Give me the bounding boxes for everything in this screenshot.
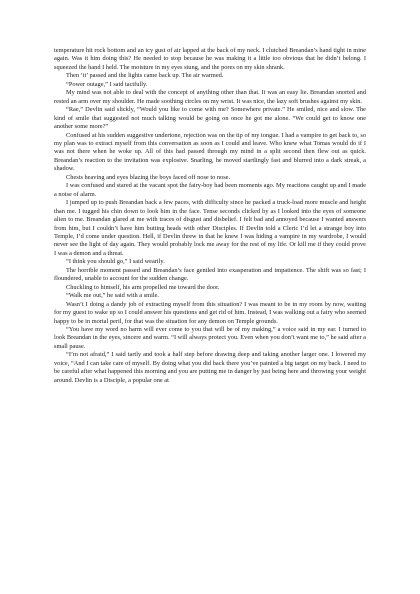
body-text bbox=[54, 47, 366, 385]
document-page bbox=[54, 47, 366, 385]
paragraph: Chests heaving and eyes blazing the boys faced off nose to nose. bbox=[66, 173, 231, 181]
paragraph: “I’m not afraid,” I said tartly and took a half step before drawing deep and taking another larger one. I lowered my voice, “And I can take care of myself. By doing what you did back there you’ve painted a big target on my back. I need to be careful after what happened this morning and you are putting me in danger by just being here and throwing your weight around. Devlin is a Disciple, a popular one at bbox=[54, 351, 366, 384]
paragraph: I jumped up to push Breandan back a few paces, with difficulty since he packed a truck-load more muscle and height than me. I tugged his chin down to look him in the face. Tense seconds clicked by as I looked into the eyes of someone alien to me. Breandan glared at me with traces of disgust and disbelief. I felt bad and annoyed because I wanted answers from him, but I couldn’t have him butting heads with other Disciples. If Devlin told a Cleric I’d let a strange boy into Temple, I’d come under question. Hell, if Devlin threw in that he knew I was hiding a vampire in my wardrobe, I would never see the light of day again. They would probably lock me away for the rest of my life. Or kill me if they could prove I was a demon and a threat. bbox=[54, 199, 366, 257]
paragraph: “Walk me out,” he said with a smile. bbox=[66, 292, 160, 300]
paragraph: “You have my word no harm will ever come to you that will be of my making,” a voice said in my ear. I turned to look Breandan in the eyes, sincere and warm. “I will always protect you. Even when you don’t want me to,” he said after a small pause. bbox=[54, 325, 366, 350]
paragraph: My mind was not able to deal with the concept of anything other than that. It was an easy lie. Breandan snorted and rested an arm over my shoulder. He made soothing circles on my wrist. It was nice, the lazy soft brushes against my skin. bbox=[54, 89, 366, 105]
paragraph: I was confused and stared at the vacant spot the fairy-boy had been moments ago. My reactions caught up and I made a noise of alarm. bbox=[54, 182, 366, 198]
paragraph: Then ‘it’ passed and the lights came back up. The air warmed. bbox=[66, 72, 224, 80]
paragraph: Wasn’t I doing a dandy job of extracting myself from this situation? I was meant to be in my room by now, waiting for my guest to wake up so I could answer his questions and get rid of him. Instead, I was walking out a fairy who seemed happy to be in mortal peril, for that was the situation for any demon on Temple grounds. bbox=[54, 300, 366, 325]
paragraph: “Power outage,” I said tactfully. bbox=[66, 80, 148, 88]
paragraph: “Rae,” Devlin said slickly, “Would you like to come with me? Somewhere private.” He smiled, nice and slow. The kind of smile that suggested not much talking would be going on once he got me alone. “We could get to know one another some more?” bbox=[54, 106, 366, 131]
paragraph: “I think you should go,” I said wearily. bbox=[66, 258, 165, 266]
paragraph: The horrible moment passed and Breandan’s face gentled into exasperation and impatience. The shift was so fast; I floundered, unable to account for the sudden change. bbox=[54, 266, 366, 283]
paragraph: Chuckling to himself, his arm propelled me toward the door. bbox=[66, 283, 220, 291]
paragraph: temperature hit rock bottom and an icy gust of air lapped at the back of my neck. I clutched Breandan’s hand tight in mine again. Was it him doing this? He needed to stop because he was making it a little too obvious that he didn’t belong. I squeezed the hand I held. The moisture in my eyes stung, and the pores on my skin shrank. bbox=[54, 47, 366, 71]
paragraph: Confused at his sudden suggestive undertone, rejection was on the tip of my tongue. I had a vampire to get back to, so my plan was to extract myself from this conversation as soon as I could and leave. Who knew what Tomas would do if I was not there when he woke up. All of this had passed through my mind in a split second then flew out as quick. Breandan’s reaction to the invitation was explosive. Snarling, he moved startlingly fast and blurred into a dark streak, a shadow. bbox=[54, 131, 366, 173]
